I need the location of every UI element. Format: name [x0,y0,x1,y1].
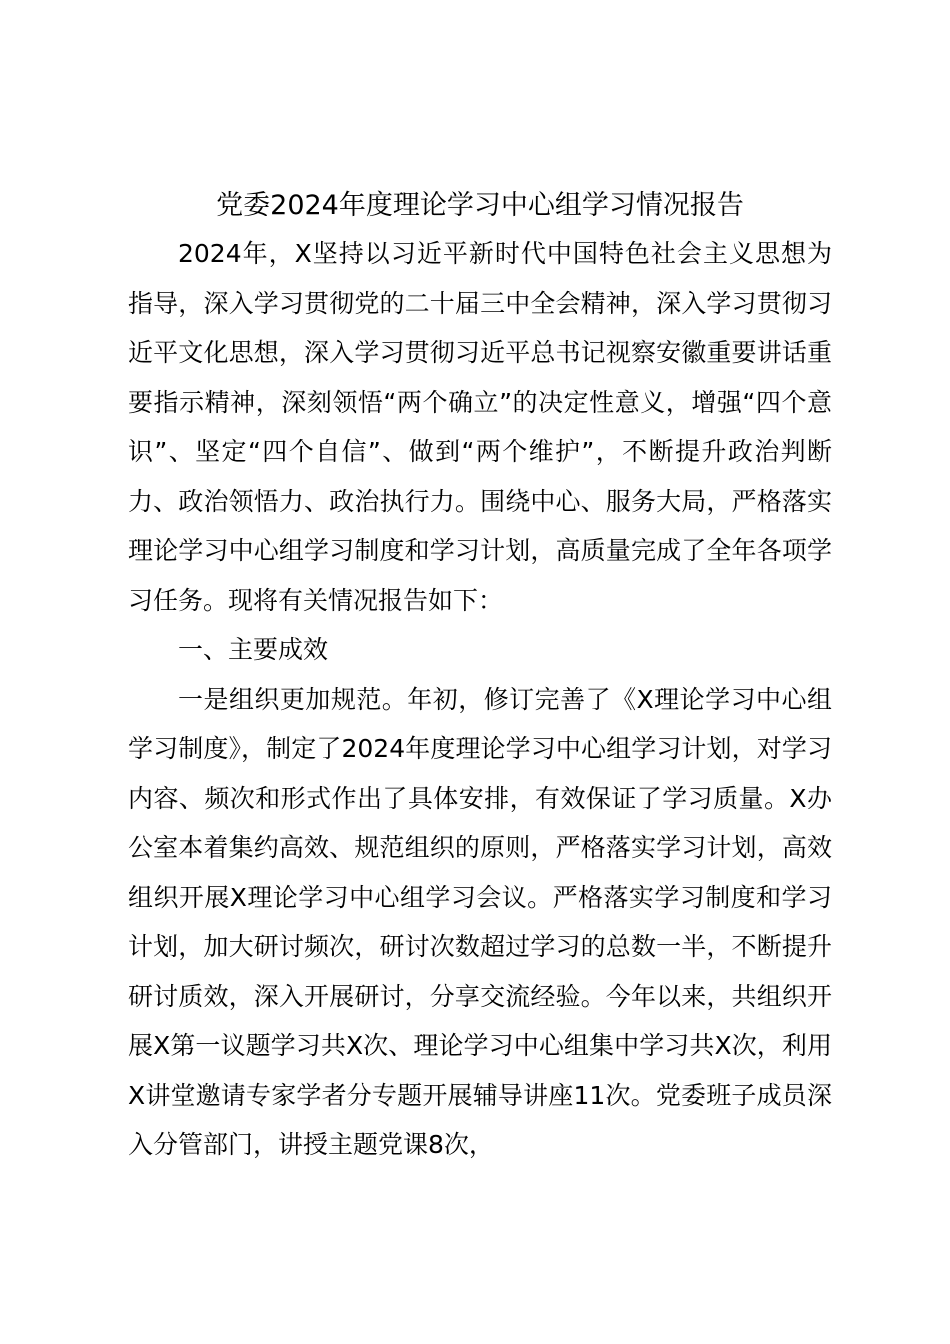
document-page [128,183,832,1170]
document-title: 党委2024年度理论学习中心组学习情况报告 [216,190,744,221]
section-paragraph: 一是组织更加规范。年初，修订完善了《X理论学习中心组学习制度》，制定了2024年度理论学习中心组学习计划，对学习内容、频次和形式作出了具体安排，有效保证了学习质量。X办公室本着集约高效、规范组织的原则，严格落实学习计划，高效组织开展X理论学习中心组学习会议。严格落实学习制度和学习计划，加大研讨频次，研讨次数超过学习的总数一半，不断提升研讨质效，深入开展研讨，分享交流经验。今年以来，共组织开展X第一议题学习共X次、理论学习中心组集中学习共X次，利用X讲堂邀请专家学者分专题开展辅导讲座11次。党委班子成员深入分管部门，讲授主题党课8次， [128,684,832,1159]
section-heading: 一、主要成效 [178,635,329,664]
intro-paragraph: 2024年，X坚持以习近平新时代中国特色社会主义思想为指导，深入学习贯彻党的二十届三中全会精神，深入学习贯彻习近平文化思想，深入学习贯彻习近平总书记视察安徽重要讲话重要指示精神，深刻领悟“两个确立”的决定性意义，增强“四个意识”、坚定“四个自信”、做到“两个维护”，不断提升政治判断力、政治领悟力、政治执行力。围绕中心、服务大局，严格落实理论学习中心组学习制度和学习计划，高质量完成了全年各项学习任务。现将有关情况报告如下： [128,239,832,615]
